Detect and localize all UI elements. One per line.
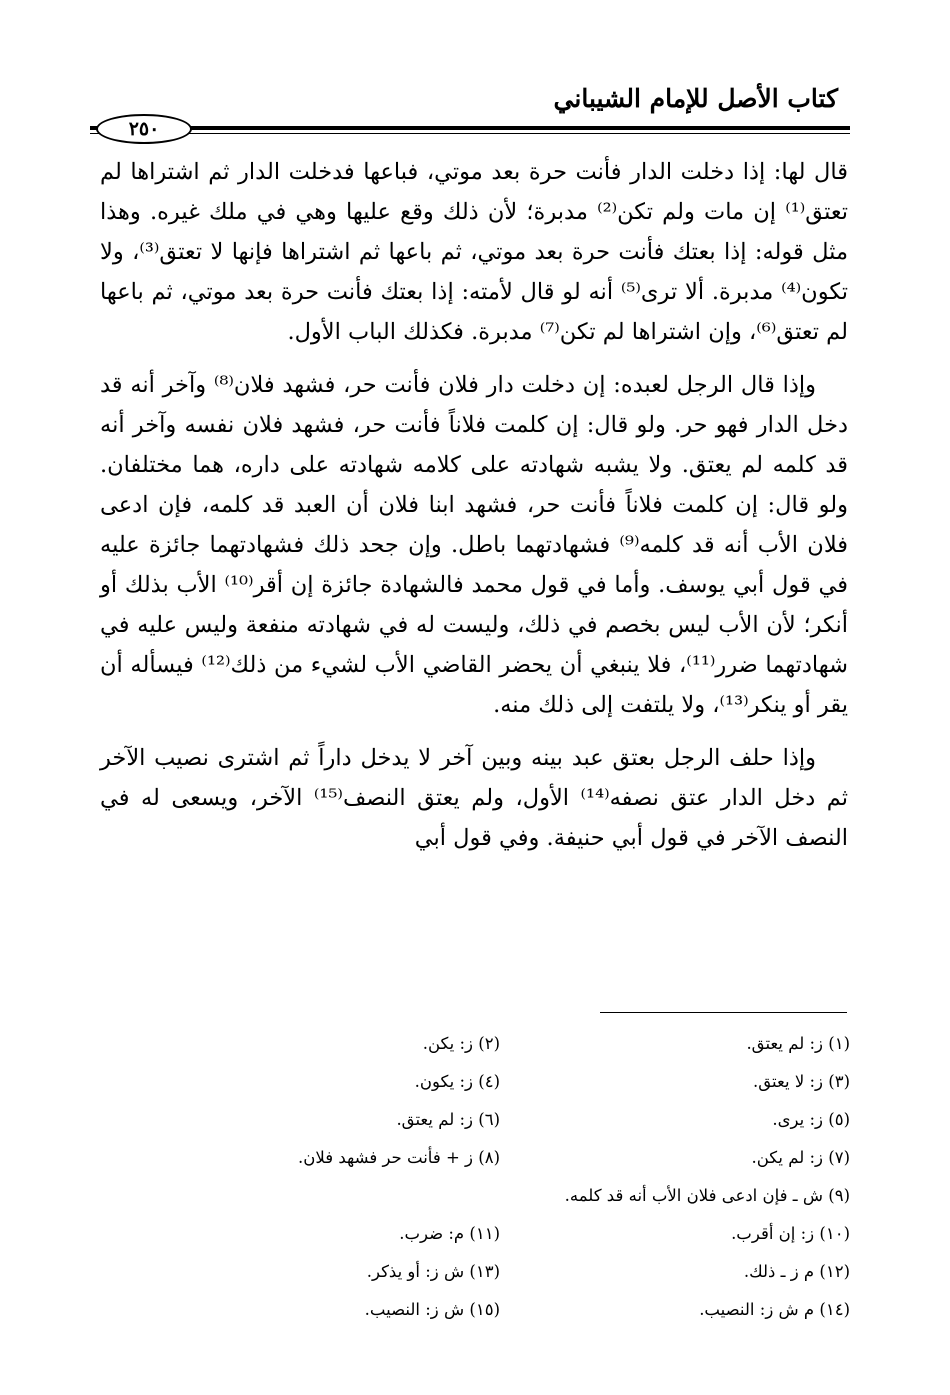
- footnote: (١٥) ش ز: النصيب.: [364, 1300, 500, 1319]
- footnote: (٦) ز: لم يعتق.: [396, 1110, 500, 1129]
- paragraph: وإذا قال الرجل لعبده: إن دخلت دار فلان فأنت حر، فشهد فلان⁽⁸⁾ وآخر أنه قد دخل الدار فهو حر. ولو قال: إن كلمت فلاناً فأنت حر، فشهد فلان نفسه وآخر أنه قد كلمه لم يعتق. ولا يشبه شهادته على كلامه شهادته على داره، هما مختلفان. ولو قال: إن كلمت فلاناً فأنت حر، فشهد ابنا فلان أن العبد قد كلمه، فإن ادعى فلان الأب أنه قد كلمه⁽⁹⁾ فشهادتهما باطل. وإن جحد ذلك فشهادتهما جائزة عليه في قول أبي يوسف. وأما في قول محمد فالشهادة جائزة إن أقر⁽¹⁰⁾ الأب بذلك أو أنكر؛ لأن الأب ليس بخصم في ذلك، وليست له في شهادته منفعة وليس عليه في شهادتهما ضرر⁽¹¹⁾، فلا ينبغي أن يحضر القاضي الأب لشيء من ذلك⁽¹²⁾ فيسأله أن يقر أو ينكر⁽¹³⁾، ولا يلتفت إلى ذلك منه.: [100, 372, 848, 718]
- footnote: (١٠) ز: إن أقرب.: [731, 1224, 850, 1243]
- footnote-row: [150, 1139, 850, 1177]
- footnote: (٧) ز: لم يكن.: [751, 1148, 850, 1167]
- page-number: ٢٥٠: [96, 114, 192, 144]
- footnote: (٢) ز: يكن.: [422, 1034, 500, 1053]
- footnote: (١٤) م ش ز: النصيب.: [699, 1300, 850, 1319]
- footnote: (١٣) ش ز: أو يذكر.: [366, 1262, 500, 1281]
- footnote-row: [150, 1025, 850, 1063]
- paragraph: قال لها: إذا دخلت الدار فأنت حرة بعد موتي، فباعها فدخلت الدار ثم اشتراها لم تعتق⁽¹⁾ إن مات ولم تكن⁽²⁾ مدبرة؛ لأن ذلك وقع عليها وهي في ملك غيره. وهذا مثل قوله: إذا بعتك فأنت حرة بعد موتي، ثم باعها ثم اشتراها فإنها لا تعتق⁽³⁾، ولا تكون⁽⁴⁾ مدبرة. ألا ترى⁽⁵⁾ أنه لو قال لأمته: إذا بعتك فأنت حرة بعد موتي، ثم باعها لم تعتق⁽⁶⁾، وإن اشتراها لم تكن⁽⁷⁾ مدبرة. فكذلك الباب الأول.: [100, 159, 849, 345]
- footnote: (٩) ش ـ فإن ادعى فلان الأب أنه قد كلمه.: [564, 1186, 850, 1205]
- header-rule-thin: [90, 133, 850, 134]
- footnote: (٥) ز: يرى.: [772, 1110, 850, 1129]
- footnote-row: [150, 1177, 850, 1215]
- footnote: (١٢) م ز ـ ذلك.: [743, 1262, 850, 1281]
- page-header: [90, 80, 850, 140]
- header-rule: [90, 126, 850, 130]
- paragraph: وإذا حلف الرجل بعتق عبد بينه وبين آخر لا يدخل داراً ثم اشترى نصيب الآخر ثم دخل الدار عتق نصفه⁽¹⁴⁾ الأول، ولم يعتق النصف⁽¹⁵⁾ الآخر، ويسعى له في النصف الآخر في قول أبي حنيفة. وفي قول أبي: [100, 745, 848, 851]
- book-title: كتاب الأصل للإمام الشيباني: [553, 84, 838, 113]
- footnote-row: [150, 1101, 850, 1139]
- body-text: [100, 152, 848, 871]
- footnote: (٣) ز: لا يعتق.: [753, 1072, 850, 1091]
- footnote-row: [150, 1253, 850, 1291]
- footnote-row: [150, 1291, 850, 1329]
- footnotes: [150, 1025, 850, 1329]
- footnote-row: [150, 1215, 850, 1253]
- footnote: (٨) ز + فأنت حر فشهد فلان.: [298, 1148, 500, 1167]
- footnote: (١١) م: ضرب.: [399, 1224, 500, 1243]
- footnote: (٤) ز: يكون.: [414, 1072, 500, 1091]
- footnote-separator: [600, 1012, 847, 1013]
- footnote: (١) ز: لم يعتق.: [746, 1034, 850, 1053]
- footnote-row: [150, 1063, 850, 1101]
